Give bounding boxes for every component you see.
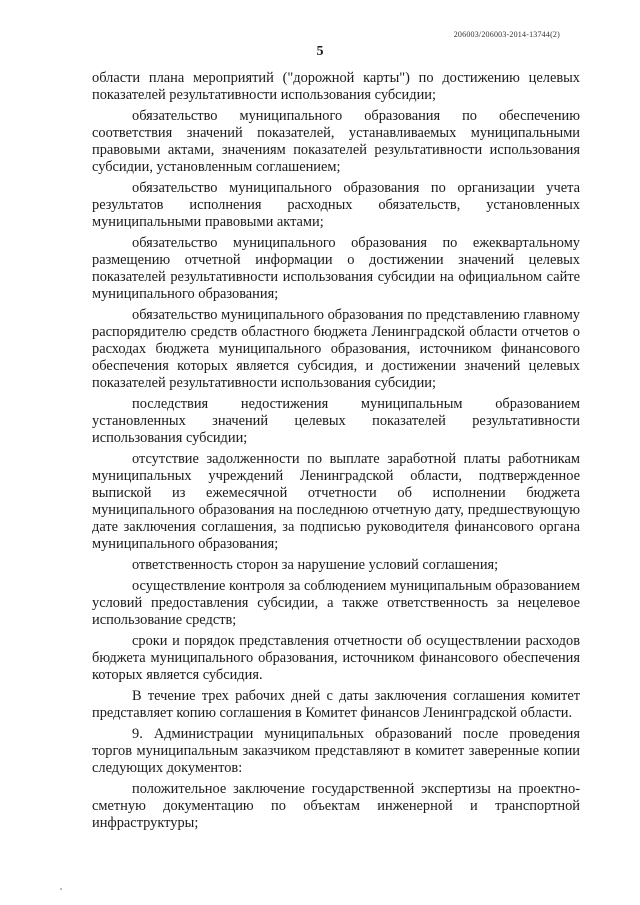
- paragraph: обязательство муниципального образования по обеспечению соответствия значений показателей, устанавливаемых муниципальными правовыми актами, значениям показателей результативности использования субсидии, установленным соглашением;: [92, 108, 580, 175]
- paragraph: последствия недостижения муниципальным образованием установленных значений целевых показателей результативности использования субсидии;: [92, 396, 580, 446]
- paragraph: обязательство муниципального образования по организации учета результатов исполнения расходных обязательств, установленных муниципальными правовыми актами;: [92, 180, 580, 230]
- document-body: [92, 70, 580, 836]
- paragraph: отсутствие задолженности по выплате заработной платы работникам муниципальных учреждений Ленинградской области, подтвержденное выпиской из ежемесячной отчетности об исполнении бюджета муниципального образования на последнюю отчетную дату, предшествующую дате заключения соглашения, за подписью руководителя финансового органа муниципального образования;: [92, 451, 580, 552]
- paragraph: ответственность сторон за нарушение условий соглашения;: [132, 557, 499, 573]
- document-id: 206003/206003-2014-13744(2): [453, 30, 560, 39]
- paragraph: сроки и порядок представления отчетности об осуществлении расходов бюджета муниципального образования, источником финансового обеспечения которых является субсидия.: [92, 633, 580, 683]
- paragraph: осуществление контроля за соблюдением муниципальным образованием условий предоставления субсидии, а также ответственность за нецелевое использование средств;: [92, 578, 580, 628]
- paragraph: положительное заключение государственной экспертизы на проектно-сметную документацию по объектам инженерной и транспортной инфраструктуры;: [92, 781, 580, 831]
- page-number: 5: [316, 44, 324, 59]
- paragraph: обязательство муниципального образования по ежеквартальному размещению отчетной информации о достижении значений целевых показателей результативности использования субсидии на официальном сайте муниципального образования;: [92, 235, 580, 302]
- paragraph-item-9: 9. Администрации муниципальных образований после проведения торгов муниципальным заказчиком представляют в комитет заверенные копии следующих документов:: [92, 726, 580, 776]
- scan-artifact: [60, 888, 62, 890]
- paragraph: обязательство муниципального образования по представлению главному распорядителю средств областного бюджета Ленинградской области отчетов о расходах бюджета муниципального образования, источником финансового обеспечения которых является субсидия, и достижении значений целевых показателей результативности использования субсидии;: [92, 307, 580, 391]
- paragraph: области плана мероприятий ("дорожной карты") по достижению целевых показателей результативности использования субсидии;: [92, 70, 580, 103]
- paragraph: В течение трех рабочих дней с даты заключения соглашения комитет представляет копию соглашения в Комитет финансов Ленинградской области.: [92, 688, 580, 721]
